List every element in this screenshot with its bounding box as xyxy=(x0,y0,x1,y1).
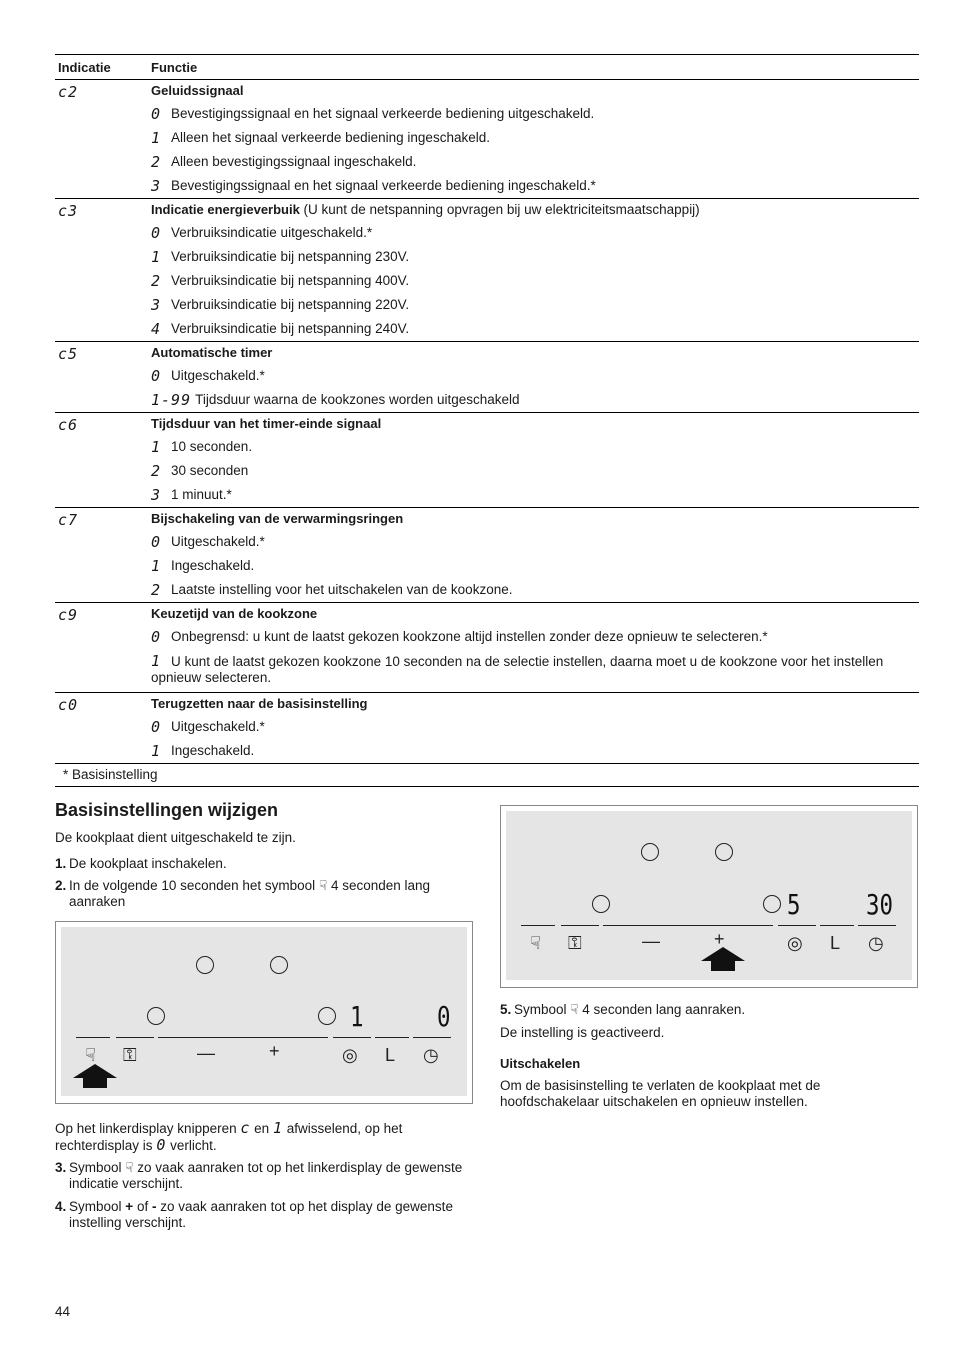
option-line xyxy=(151,715,919,739)
page-number: 44 xyxy=(55,1304,71,1319)
hand-touch-icon: ☟ xyxy=(530,933,541,953)
clock-icon: ◷ xyxy=(868,933,884,953)
indicatie-code: c5 xyxy=(58,345,79,363)
power-boost-icon: ◎ xyxy=(787,933,803,953)
table-row xyxy=(55,603,919,693)
option-line xyxy=(151,221,919,245)
option-line xyxy=(151,150,919,174)
indicatie-code: c2 xyxy=(58,83,79,101)
cooking-zone-indicator xyxy=(270,956,288,974)
option-line xyxy=(151,126,919,150)
step-4: 4. Symbool + of - zo vaak aanraken tot op het display de gewenste instelling verschijnt. xyxy=(55,1199,453,1230)
function-title xyxy=(151,80,919,102)
option-description: U kunt de laatst gekozen kookzone 10 seconden na de selectie instellen, daarna moet u de kookzone voor het instellen opnieuw selecteren. xyxy=(151,654,884,685)
cooking-zone-indicator xyxy=(147,1007,165,1025)
cooking-zone-indicator xyxy=(641,843,659,861)
option-value: 1 xyxy=(151,438,162,456)
function-title xyxy=(151,413,919,435)
header-functie: Functie xyxy=(151,59,198,75)
option-value: 0 xyxy=(151,224,162,242)
option-value: 4 xyxy=(151,320,162,338)
option-line xyxy=(151,293,919,317)
minus-icon: — xyxy=(642,931,660,951)
option-description: Ingeschakeld. xyxy=(171,558,255,573)
functie-cell xyxy=(151,342,919,412)
option-line xyxy=(151,578,919,602)
function-title-text: Geluidssignaal xyxy=(151,83,244,98)
option-line xyxy=(151,269,919,293)
cooking-zone-indicator xyxy=(592,895,610,913)
display-1-glyph: 1 xyxy=(272,1119,283,1137)
option-description: Alleen bevestigingssignaal ingeschakeld. xyxy=(171,154,417,169)
plus-icon: + xyxy=(269,1041,280,1061)
clock-icon: ◷ xyxy=(423,1045,439,1065)
option-description: Alleen het signaal verkeerde bediening ingeschakeld. xyxy=(171,130,490,145)
option-line xyxy=(151,174,919,198)
option-line xyxy=(151,483,919,507)
off-heading: Uitschakelen xyxy=(500,1056,581,1071)
option-value: 3 xyxy=(151,296,162,314)
table-row xyxy=(55,508,919,603)
step-number: 4. xyxy=(55,1199,67,1214)
function-title-text: Indicatie energieverbuik xyxy=(151,202,300,217)
option-value: 1 xyxy=(151,129,162,147)
step-number: 5. xyxy=(500,1002,512,1017)
indicatie-code: c6 xyxy=(58,416,79,434)
function-note: (U kunt de netspanning opvragen bij uw elektriciteitsmaatschappij) xyxy=(303,202,700,217)
table-footnote: * Basisinstelling xyxy=(55,764,919,787)
key-lock-icon: ⚿ xyxy=(568,933,582,953)
option-line xyxy=(151,245,919,269)
table-row xyxy=(55,342,919,413)
indicatie-code: c9 xyxy=(58,606,79,624)
functie-cell xyxy=(151,413,919,507)
activated-text: De instelling is geactiveerd. xyxy=(500,1025,665,1040)
hand-touch-icon: ☟ xyxy=(85,1045,96,1065)
option-value: 0 xyxy=(151,628,162,646)
option-value: 0 xyxy=(151,718,162,736)
step-number: 2. xyxy=(55,878,67,893)
key-lock-icon: ⚿ xyxy=(123,1045,137,1065)
step-2 xyxy=(55,878,484,910)
function-title xyxy=(151,508,919,530)
option-value: 1 xyxy=(151,248,162,266)
hand-touch-icon: ☟ xyxy=(570,1002,579,1017)
option-value: 2 xyxy=(151,272,162,290)
option-description: Verbruiksindicatie bij netspanning 400V. xyxy=(171,273,410,288)
minus-icon: — xyxy=(197,1043,215,1063)
step-text: De kookplaat inschakelen. xyxy=(69,856,227,871)
option-description: Verbruiksindicatie bij netspanning 220V. xyxy=(171,297,410,312)
option-description: 1 minuut.* xyxy=(171,487,232,502)
step-3: 3. Symbool ☟ zo vaak aanraken tot op het linkerdisplay de gewenste indicatie verschijnt. xyxy=(55,1160,463,1191)
option-line xyxy=(151,388,919,412)
right-display: 0 xyxy=(437,1000,451,1033)
power-boost-icon: ◎ xyxy=(342,1045,358,1065)
minus-symbol: - xyxy=(151,1199,157,1214)
pointer-arrow-icon xyxy=(701,947,745,961)
option-description: Bevestigingssignaal en het signaal verkeerde bediening ingeschakeld.* xyxy=(171,178,596,193)
function-title-text: Tijdsduur van het timer-einde signaal xyxy=(151,416,382,431)
option-value: 0 xyxy=(151,533,162,551)
hand-touch-icon: ☟ xyxy=(318,878,328,893)
pointer-arrow-icon xyxy=(73,1064,117,1078)
indicatie-code: c7 xyxy=(58,511,79,529)
intro-text: De kookplaat dient uitgeschakeld te zijn. xyxy=(55,830,296,845)
hand-touch-icon: ☟ xyxy=(125,1160,134,1175)
indicatie-code: c3 xyxy=(58,202,79,220)
step-text: 4 seconden lang aanraken xyxy=(69,878,431,909)
option-description: Uitgeschakeld.* xyxy=(171,368,265,383)
option-description: 10 seconden. xyxy=(171,439,253,454)
left-display: 1 xyxy=(350,1000,364,1033)
option-line xyxy=(151,459,919,483)
option-value: 2 xyxy=(151,581,162,599)
option-line xyxy=(151,364,919,388)
table-row xyxy=(55,80,919,199)
control-panel-diagram-right xyxy=(500,805,918,988)
option-value: 0 xyxy=(151,367,162,385)
cooking-zone-indicator xyxy=(318,1007,336,1025)
display-0-glyph: 0 xyxy=(156,1136,167,1154)
functie-cell xyxy=(151,693,919,763)
option-value: 2 xyxy=(151,153,162,171)
function-title xyxy=(151,693,919,715)
display-c-glyph: c xyxy=(240,1119,251,1137)
option-line xyxy=(151,649,919,692)
option-description: 30 seconden xyxy=(171,463,249,478)
function-title xyxy=(151,342,919,364)
option-line xyxy=(151,739,919,763)
step-number: 3. xyxy=(55,1160,67,1175)
section-title: Basisinstellingen wijzigen xyxy=(55,800,279,820)
step-number: 1. xyxy=(55,856,67,871)
option-description: Tijdsduur waarna de kookzones worden uitgeschakeld xyxy=(195,392,520,407)
option-line xyxy=(151,102,919,126)
cooking-zone-indicator xyxy=(196,956,214,974)
timer-l-icon: L xyxy=(385,1045,396,1065)
display-explanation: Op het linkerdisplay knipperen c en 1 afwisselend, op het rechterdisplay is 0 verlicht. xyxy=(55,1119,403,1154)
option-line xyxy=(151,625,919,649)
function-title-text: Bijschakeling van de verwarmingsringen xyxy=(151,511,404,526)
option-description: Onbegrensd: u kunt de laatst gekozen kookzone altijd instellen zonder deze opnieuw te selecteren.* xyxy=(171,629,768,644)
function-title xyxy=(151,603,919,625)
plus-icon: + xyxy=(714,929,725,949)
plus-symbol: + xyxy=(125,1199,134,1214)
table-row xyxy=(55,413,919,508)
option-line xyxy=(151,435,919,459)
step-text: In de volgende 10 seconden het symbool xyxy=(69,878,316,893)
table-row xyxy=(55,199,919,342)
option-line xyxy=(151,317,919,341)
option-description: Verbruiksindicatie bij netspanning 230V. xyxy=(171,249,410,264)
option-description: Laatste instelling voor het uitschakelen van de kookzone. xyxy=(171,582,513,597)
option-description: Ingeschakeld. xyxy=(171,743,255,758)
option-line xyxy=(151,530,919,554)
functie-cell xyxy=(151,199,919,341)
table-row xyxy=(55,693,919,764)
off-text: Om de basisinstelling te verlaten de kookplaat met de hoofdschakelaar uitschakelen en opnieuw instellen. xyxy=(500,1078,821,1109)
option-description: Verbruiksindicatie bij netspanning 240V. xyxy=(171,321,410,336)
option-description: Uitgeschakeld.* xyxy=(171,534,265,549)
control-panel-diagram-left xyxy=(55,921,473,1104)
cooking-zone-indicator xyxy=(715,843,733,861)
function-title-text: Keuzetijd van de kookzone xyxy=(151,606,318,621)
functie-cell xyxy=(151,508,919,602)
cooking-zone-indicator xyxy=(763,895,781,913)
functie-cell xyxy=(151,603,919,692)
table-header xyxy=(55,55,919,80)
function-title-text: Terugzetten naar de basisinstelling xyxy=(151,696,368,711)
left-display: 5 xyxy=(787,888,801,921)
option-value: 1-99 xyxy=(151,391,192,409)
header-indicatie: Indicatie xyxy=(58,59,111,75)
option-description: Bevestigingssignaal en het signaal verkeerde bediening uitgeschakeld. xyxy=(171,106,595,121)
option-description: Verbruiksindicatie uitgeschakeld.* xyxy=(171,225,373,240)
option-value: 1 xyxy=(151,557,162,575)
right-display: 30 xyxy=(866,888,893,921)
settings-table xyxy=(55,54,919,787)
option-description: Uitgeschakeld.* xyxy=(171,719,265,734)
timer-l-icon: L xyxy=(830,933,841,953)
option-value: 0 xyxy=(151,105,162,123)
function-title-text: Automatische timer xyxy=(151,345,273,360)
function-title xyxy=(151,199,919,221)
step-5: 5. Symbool ☟ 4 seconden lang aanraken. xyxy=(500,1002,746,1017)
option-value: 2 xyxy=(151,462,162,480)
option-line xyxy=(151,554,919,578)
indicatie-code: c0 xyxy=(58,696,79,714)
option-value: 1 xyxy=(151,652,162,670)
option-value: 1 xyxy=(151,742,162,760)
step-1 xyxy=(55,856,484,872)
option-value: 3 xyxy=(151,177,162,195)
functie-cell xyxy=(151,80,919,198)
option-value: 3 xyxy=(151,486,162,504)
